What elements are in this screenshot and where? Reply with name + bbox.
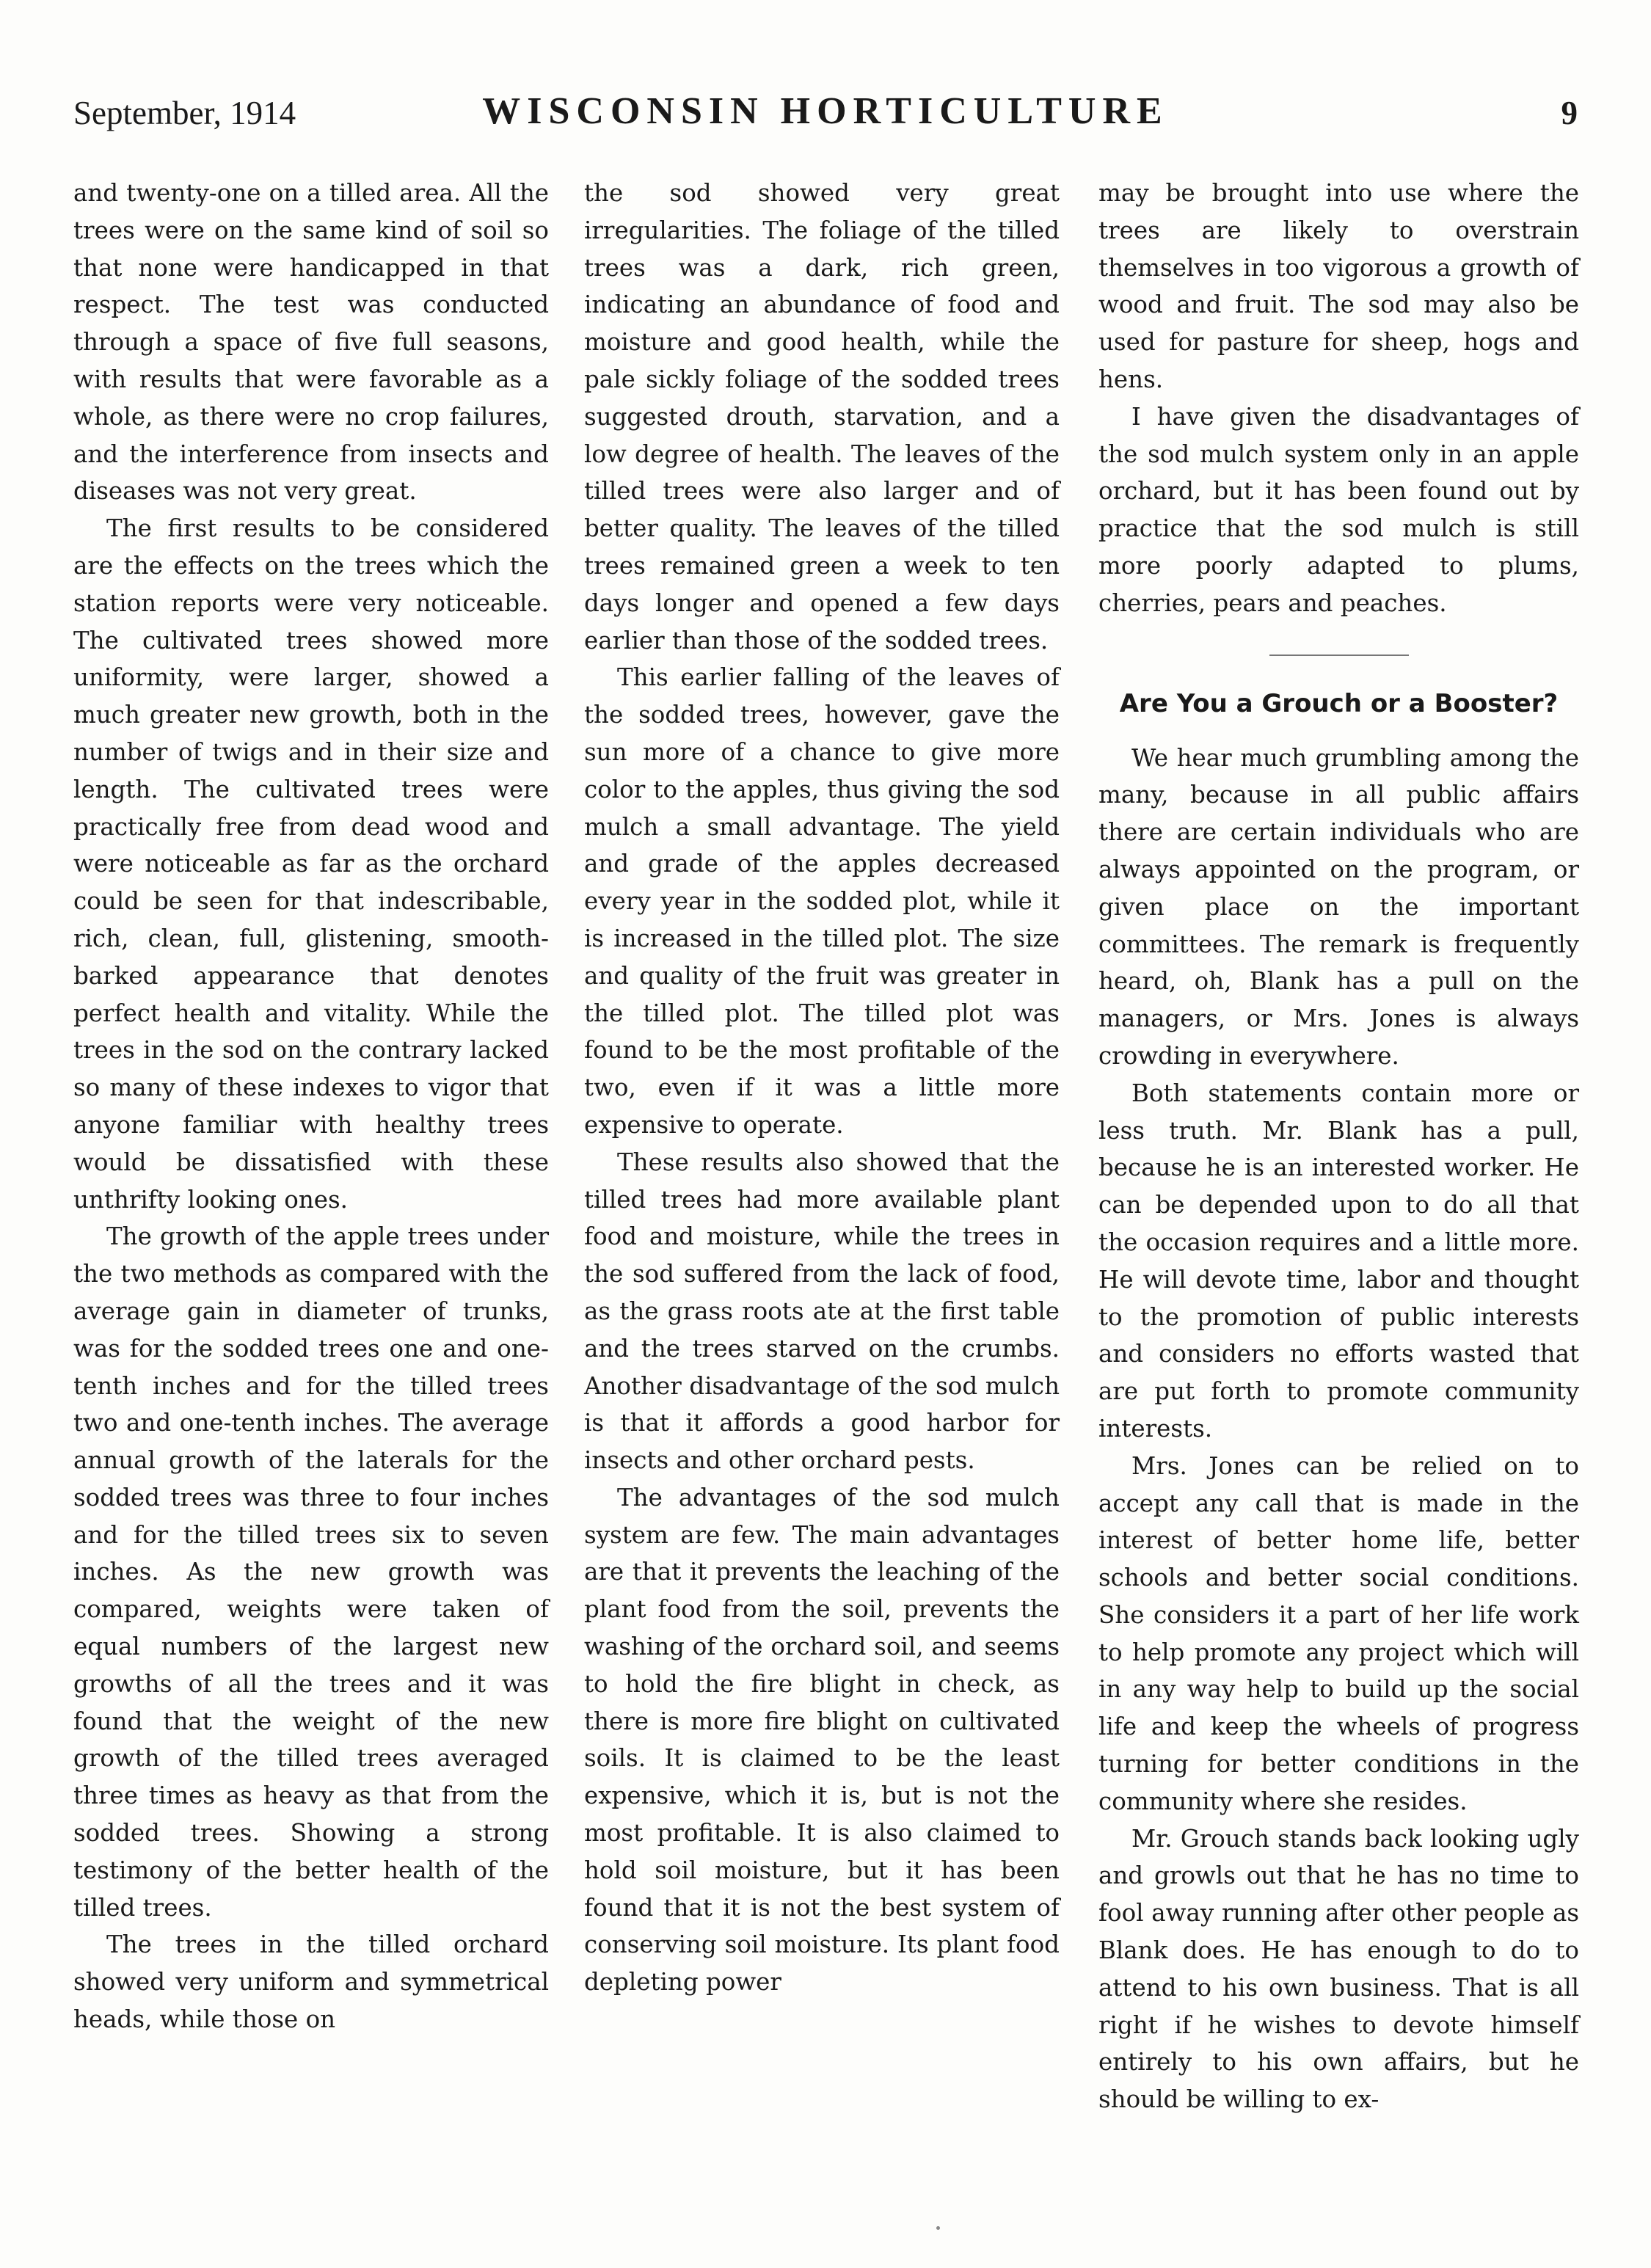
paragraph: The trees in the tilled orchard showed very uniform and symmetrical heads, while those on [73,1930,549,2034]
paragraph: I have given the disadvantages of the sod mulch system only in an apple orchard, but it has been found out by practice that the sod mulch is still more poorly adapted to plums, cherries, pears and peaches. [1098,402,1579,617]
journal-title: WISCONSIN HORTICULTURE [482,90,1169,132]
paragraph: The advantages of the sod mulch system are few. The main advantages are that it prevents the leaching of the plant food from the soil, prevents the washing of the orchard soil, and seems to hold the fire blight in check, as there is more fire blight on cultivated soils. It is claimed to be the least expensive, which it is, but is not the most profitable. It is also claimed to hold soil moisture, but it has been found that it is not the best system of conserving soil moisture. Its plant food depleting power [584,1483,1060,1997]
paragraph: the sod showed very great irregularities. The foliage of the tilled trees was a dark, rich green, indicating an abundance of food and moisture and good health, while the pale sickly foliage of the sodded trees suggested drouth, starvation, and a low degree of health. The leaves of the tilled trees were also larger and of better quality. The leaves of the tilled trees remained green a week to ten days longer and opened a few days earlier than those of the sodded trees. [584,179,1060,654]
issue-date: September, 1914 [73,95,296,131]
section-divider [1269,654,1409,656]
page-number: 9 [1561,95,1578,131]
column-1 [73,175,549,2038]
paragraph: Both statements contain more or less truth. Mr. Blank has a pull, because he is an interested worker. He can be depended upon to do all that the occasion requires and a little more. He will devote time, labor and thought to the promotion of public interests and considers no efforts wasted that are put forth to promote community interests. [1098,1079,1579,1443]
column-2 [584,175,1060,2001]
paragraph: Mr. Grouch stands back looking ugly and growls out that he has no time to fool away running after other people as Blank does. He has enough to do to attend to his own business. That is all right if he wishes to devote himself entirely to his own affairs, but he should be willing to ex- [1098,1824,1579,2114]
article-title: Are You a Grouch or a Booster? [1119,688,1559,718]
paragraph: may be brought into use where the trees are likely to overstrain themselves in too vigorous a growth of wood and fruit. The sod may also be used for pasture for sheep, hogs and hens. [1098,179,1579,393]
page-header [73,90,1578,153]
paragraph: The growth of the apple trees under the two methods as compared with the average gain in diameter of trunks, was for the sodded trees one and one-tenth inches and for the tilled trees two and one-tenth inches. The average annual growth of the laterals for the sodded trees was three to four inches and for the tilled trees six to seven inches. As the new growth was compared, weights were taken of equal numbers of the largest new growths of all the trees and it was found that the weight of the new growth of the tilled trees averaged three times as heavy as that from the sodded trees. Showing a strong testimony of the better health of the tilled trees. [73,1222,549,1922]
paragraph: We hear much grumbling among the many, because in all public affairs there are certain individuals who are always appointed on the program, or given place on the important committees. The remark is frequently heard, oh, Blank has a pull on the managers, or Mrs. Jones is always crowding in everywhere. [1098,743,1579,1070]
print-speck [936,2226,940,2230]
column-3 [1098,175,1579,2118]
paragraph: The first results to be considered are the effects on the trees which the station reports were very noticeable. The cultivated trees showed more uniformity, were larger, showed a much greater new growth, both in the number of twigs and in their size and length. The cultivated trees were practically free from dead wood and were noticeable as far as the orchard could be seen for that indescribable, rich, clean, full, glistening, smooth-barked appearance that denotes perfect health and vitality. While the trees in the sod on the contrary lacked so many of these indexes to vigor that anyone familiar with healthy trees would be dissatisfied with these unthrifty looking ones. [73,514,549,1214]
paragraph: These results also showed that the tilled trees had more available plant food and moisture, while the trees in the sod suffered from the lack of food, as the grass roots ate at the first table and the trees starved on the crumbs. Another disadvantage of the sod mulch is that it affords a good harbor for insects and other orchard pests. [584,1148,1060,1475]
paragraph: This earlier falling of the leaves of the sodded trees, however, gave the sun more of a chance to give more color to the apples, thus giving the sod mulch a small advantage. The yield and grade of the apples decreased every year in the sodded plot, while it is increased in the tilled plot. The size and quality of the fruit was greater in the tilled plot. The tilled plot was found to be the most profitable of the two, even if it was a little more expensive to operate. [584,663,1060,1139]
paragraph: and twenty-one on a tilled area. All the trees were on the same kind of soil so that none were handicapped in that respect. The test was conducted through a space of five full seasons, with results that were favorable as a whole, as there were no crop failures, and the interference from insects and diseases was not very great. [73,179,549,506]
paragraph: Mrs. Jones can be relied on to accept any call that is made in the interest of better home life, better schools and better social conditions. She considers it a part of her life work to help promote any project which will in any way help to build up the social life and keep the wheels of progress turning for better conditions in the community where she resides. [1098,1451,1579,1815]
